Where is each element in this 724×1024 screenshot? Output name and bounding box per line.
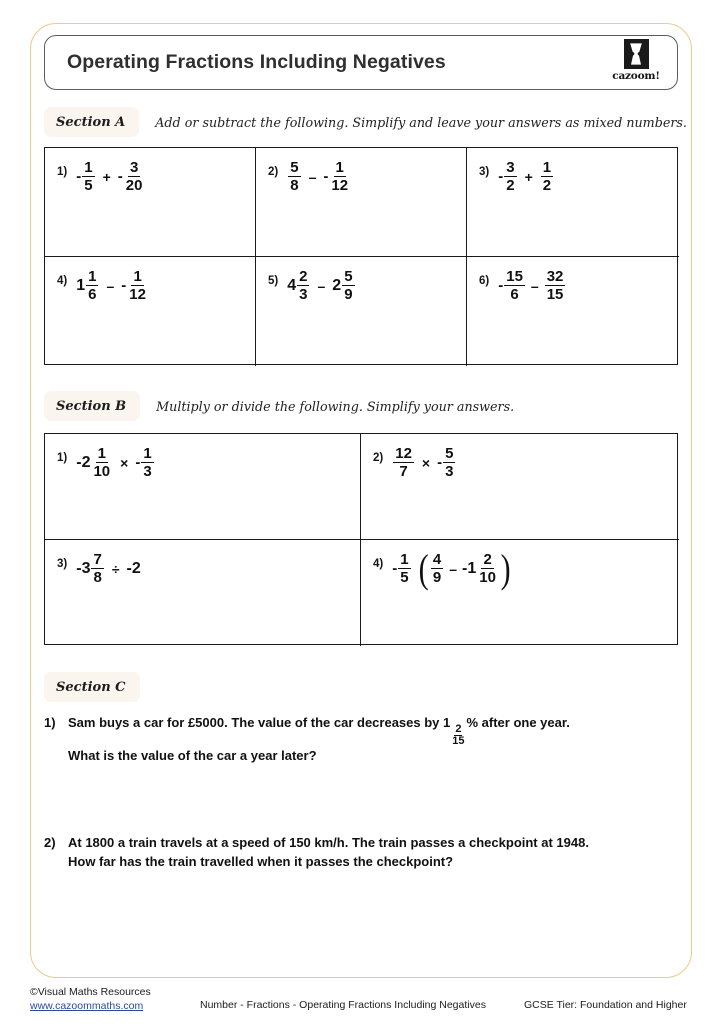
section-b-question-table <box>44 433 678 645</box>
section-a-instruction: Add or subtract the following. Simplify and leave your answers as mixed numbers. <box>155 114 687 130</box>
denominator: 3 <box>143 463 152 480</box>
numerator: 1 <box>542 159 552 176</box>
operator: + <box>524 168 533 185</box>
question-number: 3) <box>57 558 68 570</box>
sign: - <box>392 560 398 577</box>
footer-tier: GCSE Tier: Foundation and Higher <box>524 999 687 1011</box>
operator: – <box>106 277 115 294</box>
c2-line2: How far has the train travelled when it passes the checkpoint? <box>68 853 454 869</box>
operator: + <box>102 168 111 185</box>
denominator: 2 <box>542 177 552 194</box>
numerator: 1 <box>84 159 93 176</box>
question-cell-a4[interactable] <box>45 257 256 366</box>
word-problem-c1[interactable] <box>44 714 664 766</box>
numerator: 1 <box>97 445 106 462</box>
question-cell-b4[interactable] <box>361 540 679 646</box>
numerator: 2 <box>455 723 462 735</box>
operator: – <box>317 277 326 294</box>
sign: - <box>117 168 123 185</box>
copyright-text: ©Visual Maths Resources <box>30 986 151 998</box>
question-number: 4) <box>57 275 68 287</box>
question-number: 2) <box>44 835 56 850</box>
question-cell-b3[interactable] <box>45 540 361 646</box>
section-a-pill <box>44 107 139 137</box>
denominator: 9 <box>432 569 442 586</box>
whole-number: -2 <box>126 559 141 577</box>
question-cell-a6[interactable] <box>467 257 679 366</box>
question-number: 2) <box>373 452 384 464</box>
website-link[interactable]: www.cazoommaths.com <box>30 1000 144 1013</box>
denominator: 9 <box>344 286 353 303</box>
section-b-pill <box>44 391 140 421</box>
question-expression-b4 <box>392 545 514 591</box>
question-expression-a6 <box>498 269 566 302</box>
numerator: 5 <box>290 159 299 176</box>
question-number: 6) <box>479 275 490 287</box>
numerator: 2 <box>299 268 308 285</box>
numerator: 3 <box>506 159 515 176</box>
numerator: 32 <box>546 268 564 285</box>
operator: ÷ <box>111 560 120 577</box>
operator: – <box>449 560 458 577</box>
denominator: 8 <box>93 569 102 586</box>
sign-whole: -1 <box>462 559 477 577</box>
question-expression-a1 <box>76 160 145 193</box>
question-expression-b3 <box>76 552 141 585</box>
numerator: 7 <box>93 551 102 568</box>
question-number: 2) <box>268 166 279 178</box>
denominator: 6 <box>510 286 519 303</box>
cazoom-wordmark: cazoom! <box>612 70 660 82</box>
sign: - <box>76 168 82 185</box>
c1-line1-before: Sam buys a car for £5000. The value of the car decreases by 1 <box>68 715 451 730</box>
denominator: 20 <box>125 177 143 194</box>
numerator: 1 <box>335 159 344 176</box>
numerator: 1 <box>143 445 152 462</box>
sign: - <box>135 454 141 471</box>
denominator: 8 <box>290 177 299 194</box>
sign: - <box>498 277 504 294</box>
question-cell-a3[interactable] <box>467 148 679 257</box>
denominator: 12 <box>129 286 146 303</box>
worksheet-title-bar <box>44 35 678 90</box>
c1-line2: What is the value of the car a year later? <box>68 748 317 763</box>
section-a-question-table <box>44 147 678 365</box>
question-expression-a3 <box>498 160 554 193</box>
question-cell-a1[interactable] <box>45 148 256 257</box>
sign: - <box>323 168 329 185</box>
numerator: 1 <box>400 551 409 568</box>
page-title: Operating Fractions Including Negatives <box>67 51 446 73</box>
open-paren: ( <box>418 545 429 591</box>
sign-whole: -3 <box>76 559 91 577</box>
denominator: 6 <box>88 286 97 303</box>
question-number: 1) <box>57 166 68 178</box>
numerator: 15 <box>506 268 523 285</box>
denominator: 5 <box>84 177 93 194</box>
section-b-label: Section B <box>56 398 127 414</box>
operator: × <box>421 454 431 471</box>
denominator: 15 <box>452 735 465 747</box>
question-number: 3) <box>479 166 490 178</box>
numerator: 12 <box>395 445 412 462</box>
question-expression-a4 <box>76 269 149 302</box>
section-b-instruction: Multiply or divide the following. Simplify your answers. <box>156 398 515 414</box>
numerator: 4 <box>432 551 442 568</box>
c2-line1: At 1800 a train travels at a speed of 150 km/h. The train passes a checkpoint at 1948. <box>68 835 589 850</box>
section-a-header <box>44 107 687 137</box>
close-paren: ) <box>500 545 511 591</box>
question-expression-a2 <box>287 160 351 193</box>
question-number: 1) <box>57 452 68 464</box>
question-number: 1) <box>44 715 56 730</box>
section-c-label: Section C <box>56 679 126 695</box>
question-number: 5) <box>268 275 279 287</box>
sign: - <box>437 454 443 471</box>
word-problem-c2-text <box>68 834 589 872</box>
numerator: 5 <box>445 445 454 462</box>
operator: × <box>120 454 129 471</box>
numerator: 3 <box>129 159 139 176</box>
question-cell-a2[interactable] <box>256 148 467 257</box>
numerator: 1 <box>88 268 97 285</box>
sign: - <box>121 277 127 294</box>
question-expression-b1 <box>76 446 154 479</box>
question-cell-a5[interactable] <box>256 257 467 366</box>
denominator: 10 <box>93 463 111 480</box>
denominator: 10 <box>479 569 496 586</box>
operator: – <box>530 277 539 294</box>
section-b-header <box>44 391 514 421</box>
section-a-label: Section A <box>56 114 126 130</box>
section-c-pill <box>44 672 140 702</box>
sign-whole: -2 <box>76 453 91 471</box>
whole-number: 1 <box>76 276 86 294</box>
whole-number: 4 <box>287 276 297 294</box>
question-number: 4) <box>373 558 384 570</box>
denominator: 2 <box>506 177 515 194</box>
denominator: 15 <box>546 286 564 303</box>
word-problem-c2[interactable] <box>44 834 684 872</box>
denominator: 7 <box>399 463 408 480</box>
question-expression-b2 <box>392 446 456 479</box>
denominator: 5 <box>400 569 409 586</box>
numerator: 2 <box>483 551 492 568</box>
whole-number: 2 <box>332 276 342 294</box>
numerator: 5 <box>344 268 353 285</box>
denominator: 3 <box>299 286 308 303</box>
question-cell-b2[interactable] <box>361 434 679 540</box>
word-problem-c1-text <box>68 714 570 766</box>
cazoom-logo <box>605 39 667 88</box>
c1-line1-after: % after one year. <box>466 715 570 730</box>
denominator: 3 <box>445 463 454 480</box>
question-cell-b1[interactable] <box>45 434 361 540</box>
footer-breadcrumb: Number - Fractions - Operating Fractions Including Negatives <box>200 999 486 1011</box>
numerator: 1 <box>133 268 142 285</box>
operator: – <box>308 168 317 185</box>
footer-left-block <box>30 985 151 1013</box>
sign: - <box>498 168 504 185</box>
question-expression-a5 <box>287 269 355 302</box>
inline-fraction <box>451 724 465 747</box>
cazoom-hourglass-icon <box>624 39 649 69</box>
denominator: 12 <box>331 177 349 194</box>
section-c-header <box>44 672 140 702</box>
